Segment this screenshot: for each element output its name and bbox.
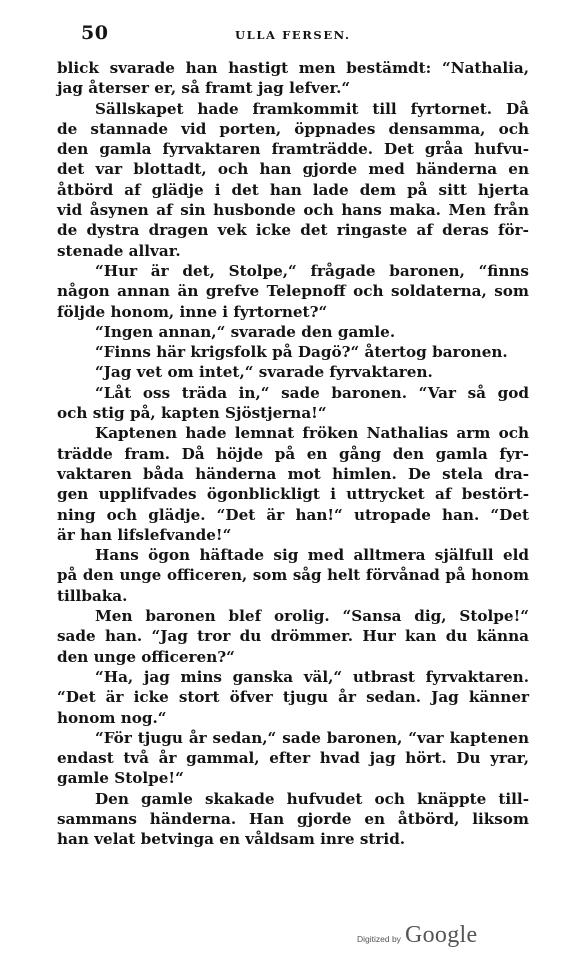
text-line: Sällskapet hade framkommit till fyrtornet. Då <box>95 99 529 118</box>
text-line: sade han. “Jag tror du drömmer. Hur kan du känna <box>57 627 529 646</box>
text-line: sammans händerna. Han gjorde en åtbörd, liksom <box>57 809 529 828</box>
text-line: Men baronen blef orolig. “Sansa dig, Stolpe!“ <box>95 607 529 626</box>
text-line: “Hur är det, Stolpe,“ frågade baronen, “finns <box>95 261 529 280</box>
text-line: följde honom, inne i fyrtornet?“ <box>57 302 328 321</box>
text-line: det var blottadt, och han gjorde med händerna en <box>57 160 529 179</box>
text-line: är han lifslefvande!“ <box>57 525 232 544</box>
text-line: trädde fram. Då höjde på en gång den gamla fyr- <box>57 444 529 463</box>
text-line: blick svarade han hastigt men bestämdt: “Nathalia, <box>57 59 529 77</box>
text-line: tillbaka. <box>57 586 128 605</box>
text-line: jag återser er, så framt jag lefver.“ <box>57 79 351 98</box>
text-line: vid åsynen af sin husbonde och hans maka. Men från <box>57 201 529 220</box>
running-head: ULLA FERSEN. <box>235 28 351 42</box>
text-line: ning och glädje. “Det är han!“ utropade han. “Det <box>57 505 529 524</box>
text-line: de stannade vid porten, öppnades densamma, och <box>57 119 529 138</box>
body-text <box>57 58 529 850</box>
text-line: de dystra dragen vek icke det ringaste af deras för- <box>57 221 529 240</box>
page-number: 50 <box>81 22 109 44</box>
text-line: Den gamle skakade hufvudet och knäppte till- <box>95 789 529 808</box>
text-line: och stig på, kapten Sjöstjerna!“ <box>57 404 327 423</box>
text-line: han velat betvinga en våldsam inre strid. <box>57 830 406 849</box>
digitized-by-label: Digitized by <box>357 934 401 944</box>
text-line: “Jag vet om intet,“ svarade fyrvaktaren. <box>95 363 433 382</box>
text-line: “För tjugu år sedan,“ sade baronen, “var kaptenen <box>95 728 529 747</box>
text-line: den gamla fyrvaktaren framträdde. Det gråa hufvu- <box>57 140 529 159</box>
text-line: stenade allvar. <box>57 241 181 260</box>
text-line: den unge officeren?“ <box>57 647 235 666</box>
text-line: “Låt oss träda in,“ sade baronen. “Var så god <box>95 383 529 402</box>
google-logo: Google <box>405 922 478 948</box>
digitization-footer <box>357 922 517 952</box>
text-line: endast två år gammal, efter hvad jag hört. Du yrar, <box>57 749 529 768</box>
text-line: Kaptenen hade lemnat fröken Nathalias arm och <box>95 424 529 443</box>
text-line: “Det är icke stort öfver tjugu år sedan. Jag känner <box>57 688 529 707</box>
text-line: “Finns här krigsfolk på Dagö?“ återtog baronen. <box>95 343 508 362</box>
text-line: gamle Stolpe!“ <box>57 769 184 788</box>
text-line: någon annan än grefve Telepnoff och soldaterna, som <box>57 282 529 301</box>
text-line: Hans ögon häftade sig med alltmera själfull eld <box>95 546 529 565</box>
text-line: “Ingen annan,“ svarade den gamle. <box>95 322 396 341</box>
text-line: vaktaren båda händerna mot himlen. De stela dra- <box>57 464 529 483</box>
page-header <box>55 18 515 48</box>
text-line: “Ha, jag mins ganska väl,“ utbrast fyrvaktaren. <box>95 667 529 686</box>
text-line: honom nog.“ <box>57 708 167 727</box>
text-line: åtbörd af glädje i det han lade dem på sitt hjerta <box>57 180 529 199</box>
text-line: gen upplifvades ögonblickligt i uttrycket af bestört- <box>57 485 529 504</box>
text-line: på den unge officeren, som såg helt förvånad på honom <box>57 566 529 585</box>
